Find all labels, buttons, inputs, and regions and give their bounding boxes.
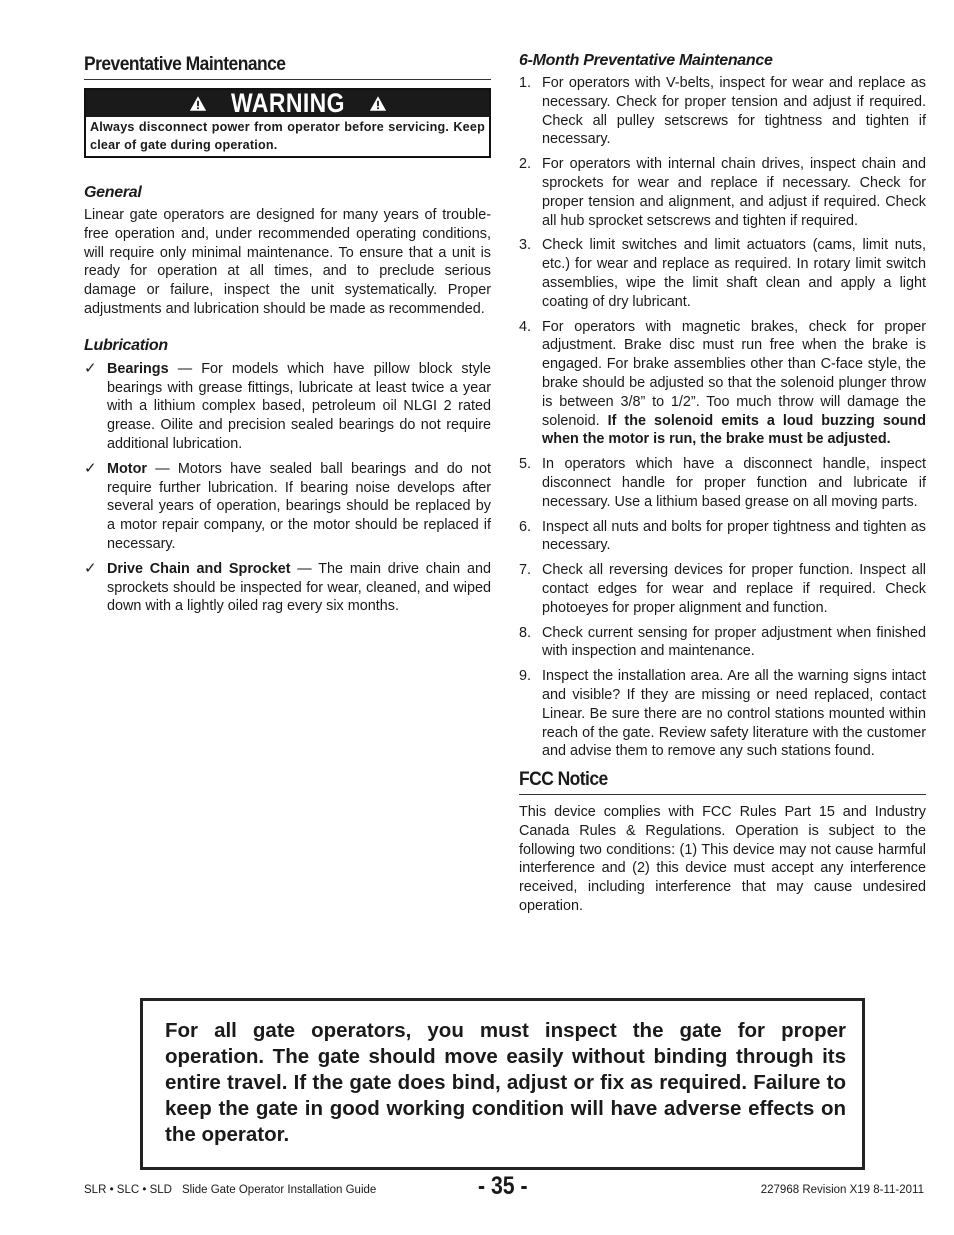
footer-models: SLR • SLC • SLD bbox=[84, 1184, 172, 1196]
page-number: - 35 - bbox=[478, 1172, 528, 1200]
maintenance-list bbox=[519, 74, 926, 761]
lubrication-list bbox=[84, 360, 491, 616]
item-number: 4. bbox=[519, 318, 532, 335]
title-rule bbox=[84, 79, 491, 80]
item-text: In operators which have a disconnect handle, inspect disconnect handle for proper function and lubricate if necessary. Use a lithium based grease on all moving parts. bbox=[542, 456, 926, 510]
list-item bbox=[84, 560, 491, 616]
warning-triangle-icon bbox=[189, 95, 207, 112]
item-text: — Motors have sealed ball bearings and do not require further lubrication. If bearing noise develops after several years of operation, bearings should be replaced by a motor repair company, or the motor should be replaced if necessary. bbox=[107, 460, 491, 552]
list-item bbox=[519, 667, 926, 761]
warning-header bbox=[86, 90, 489, 117]
check-icon: ✓ bbox=[84, 559, 97, 577]
gate-inspection-notice-box bbox=[140, 998, 865, 1170]
list-item bbox=[519, 318, 926, 450]
list-item bbox=[519, 155, 926, 230]
item-number: 1. bbox=[519, 75, 532, 91]
list-item bbox=[519, 236, 926, 311]
item-number: 6. bbox=[519, 518, 532, 535]
fcc-rule bbox=[519, 794, 926, 795]
footer-guide-title: Slide Gate Operator Installation Guide bbox=[181, 1184, 377, 1196]
item-text: For operators with internal chain drives, inspect chain and sprockets for wear and replace if necessary. Check for proper tension and alignment, and adjust if required. Check all hub sprocket setscrews and tighten if required. bbox=[542, 156, 926, 229]
warning-heading: WARNING bbox=[230, 88, 345, 118]
fcc-paragraph: This device complies with FCC Rules Part 15 and Industry Canada Rules & Regulations. Operation is subject to the following two conditions: (1) This device may not cause harmful interference and (2) this device must accept any interference received, including interference that may cause undesired operation. bbox=[519, 804, 926, 915]
item-text: — The main drive chain and sprockets should be inspected for wear, cleaned, and wiped down with a lightly oiled rag every six months. bbox=[107, 560, 491, 615]
warning-text: Always disconnect power from operator before servicing. Keep clear of gate during operation. bbox=[90, 120, 485, 152]
section-title-fcc-notice: FCC Notice bbox=[519, 769, 608, 791]
subsection-title-6-month: 6-Month Preventative Maintenance bbox=[519, 52, 773, 69]
footer-left bbox=[84, 1184, 376, 1196]
item-text: For operators with V-belts, inspect for wear and replace as necessary. Check for proper tension and adjust if required. Check all pulley setscrews for tightness and tighten if necessary. bbox=[542, 75, 926, 148]
warning-triangle-icon bbox=[369, 95, 387, 112]
right-column bbox=[519, 52, 926, 916]
general-paragraph: Linear gate operators are designed for many years of trouble-free operation and, under recommended operating conditions, will require only minimal maintenance. To ensure that a unit is ready for operation at all times, and to preclude serious damage or failure, inspect the unit systematically. Proper adjustments and lubrication should be made as recommended. bbox=[84, 207, 491, 317]
warning-box bbox=[84, 88, 491, 158]
item-number: 2. bbox=[519, 156, 532, 173]
check-icon: ✓ bbox=[84, 359, 97, 377]
item-text: Inspect all nuts and bolts for proper tightness and tighten as necessary. bbox=[542, 518, 926, 554]
item-number: 9. bbox=[519, 668, 532, 685]
item-term: Motor bbox=[107, 460, 147, 477]
item-term: Drive Chain and Sprocket bbox=[107, 560, 291, 577]
section-title-preventative-maintenance: Preventative Maintenance bbox=[84, 54, 286, 75]
item-number: 3. bbox=[519, 237, 532, 254]
item-text: Inspect the installation area. Are all the warning signs intact and visible? If they are missing or need replaced, contact Linear. Be sure there are no control stations mounted within reach of the gate. Review safety literature with the customer and advise them to remove any such stations found. bbox=[542, 668, 926, 760]
list-item bbox=[84, 360, 491, 454]
subsection-title-lubrication: Lubrication bbox=[84, 336, 168, 354]
item-text: — For models which have pillow block style bearings with grease fittings, lubricate at least twice a year with a lithium complex based, petroleum oil NLGI 2 rated grease. Oilite and precision sealed bearings do not require additional lubrication. bbox=[107, 360, 491, 452]
footer-revision: 227968 Revision X19 8-11-2011 bbox=[760, 1184, 924, 1196]
item-bold-text: If the solenoid emits a loud buzzing sound when the motor is run, the brake must be adjusted. bbox=[542, 412, 926, 448]
left-column bbox=[84, 52, 491, 622]
item-text: Check limit switches and limit actuators (cams, limit nuts, etc.) for wear and replace as required. In rotary limit switch assemblies, wipe the limit shaft clean and apply a light coating of dry lubricant. bbox=[542, 237, 926, 310]
item-number: 8. bbox=[519, 624, 532, 641]
item-text: Check all reversing devices for proper function. Inspect all contact edges for wear and replace if required. Check photoeyes for proper alignment and function. bbox=[542, 562, 926, 616]
gate-inspection-notice-text: For all gate operators, you must inspect the gate for proper operation. The gate should move easily without binding through its entire travel. If the gate does bind, adjust or fix as required. Failure to keep the gate in good working condition will have adverse effects on the operator. bbox=[165, 1019, 846, 1146]
subsection-title-general: General bbox=[84, 184, 142, 201]
check-icon: ✓ bbox=[84, 459, 97, 477]
list-item bbox=[84, 460, 491, 554]
item-text: Check current sensing for proper adjustment when finished with inspection and maintenance. bbox=[542, 624, 926, 660]
item-term: Bearings bbox=[107, 360, 169, 377]
list-item bbox=[519, 561, 926, 617]
item-number: 5. bbox=[519, 456, 532, 473]
item-number: 7. bbox=[519, 562, 532, 579]
list-item bbox=[519, 518, 926, 556]
list-item bbox=[519, 455, 926, 511]
item-text: For operators with magnetic brakes, check for proper adjustment. Brake disc must run free when the brake is engaged. For brake assemblies other than C-face style, the brake should be adjusted so that the solenoid plunger throw is between 3/8” to 1/2”. Too much throw will damage the solenoid. bbox=[542, 318, 926, 429]
list-item bbox=[519, 624, 926, 662]
list-item bbox=[519, 74, 926, 149]
